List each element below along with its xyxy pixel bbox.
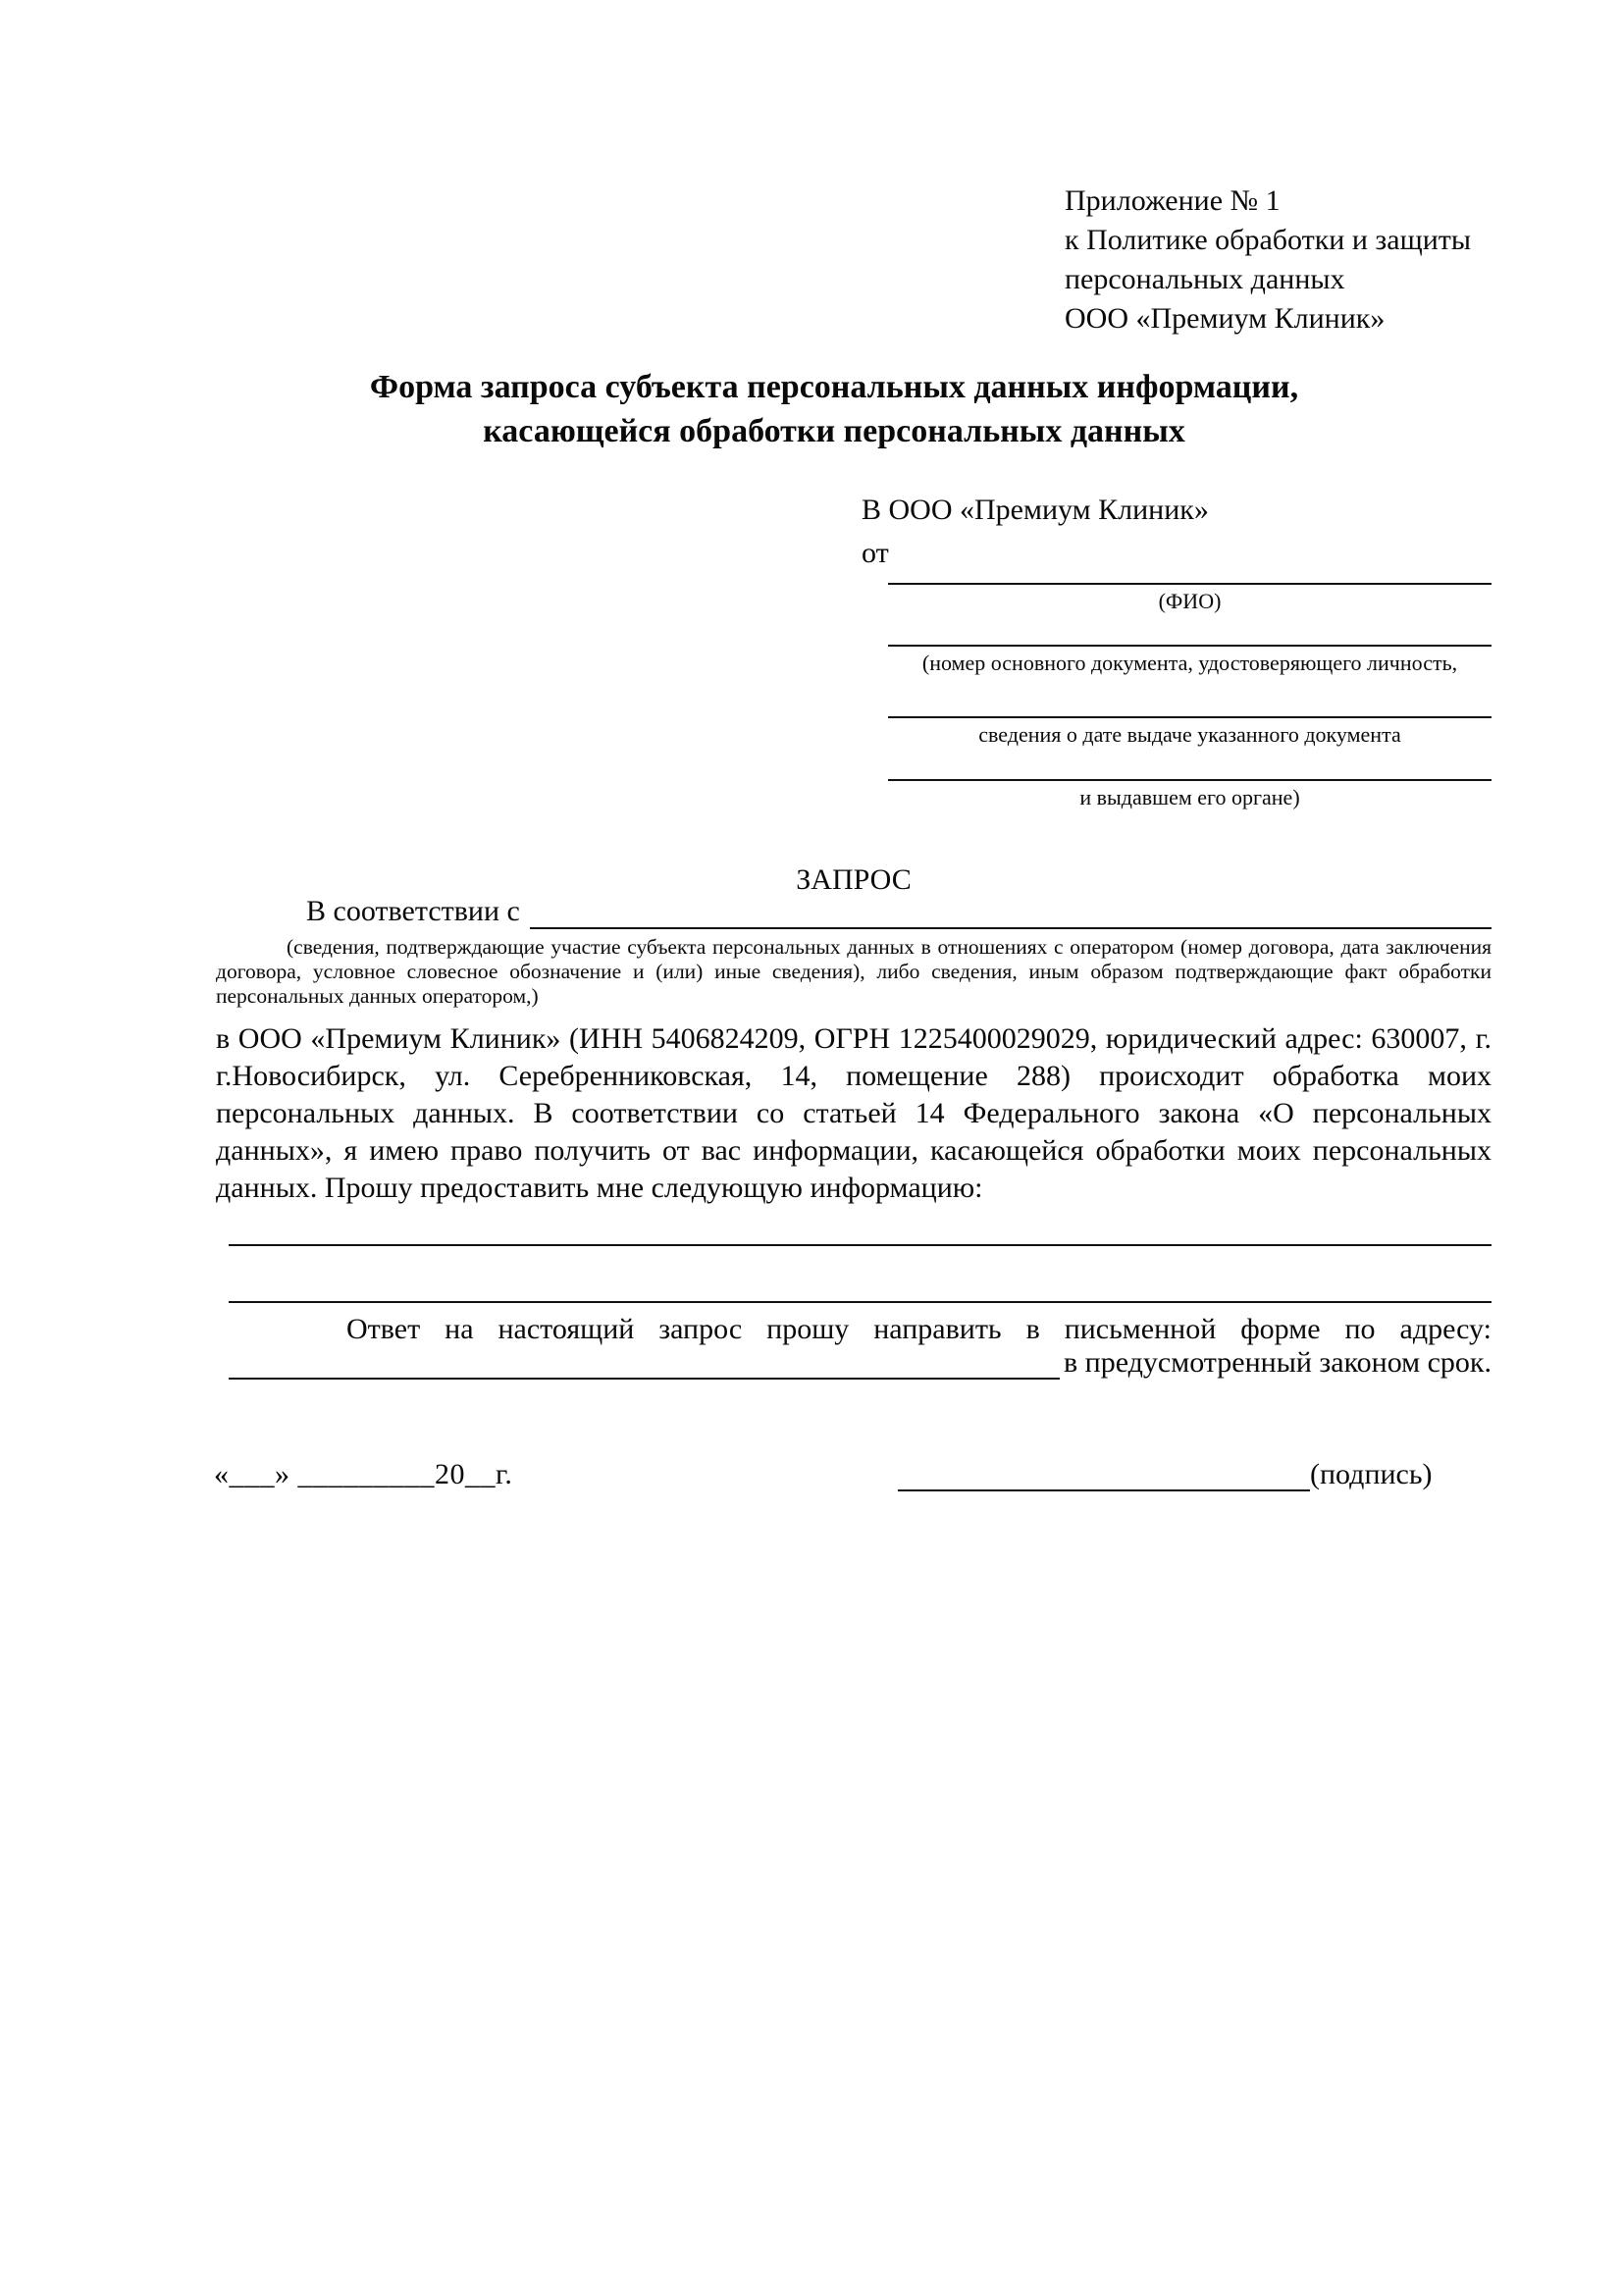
appendix-line-3: персональных данных: [1065, 263, 1345, 295]
signature-caption: (подпись): [1310, 1458, 1433, 1490]
address-blank-line: [229, 1346, 1060, 1380]
date-field: «___» _________20__г.: [214, 1458, 513, 1490]
address-row: [229, 1346, 1492, 1380]
basis-blank-line: [530, 893, 1492, 929]
document-number-caption: (номер основного документа, удостоверяющего личность,: [921, 651, 1458, 675]
appendix-line-2: к Политике обработки и защиты: [1065, 224, 1472, 256]
appendix-line-4: ООО «Премиум Клиник»: [1065, 302, 1386, 335]
intro-row: [216, 893, 1492, 929]
issue-date-caption: сведения о дате выдаче указанного документа: [978, 722, 1401, 747]
intro-text: В соответствии с: [306, 895, 520, 927]
issuing-authority-blank-line: [888, 779, 1492, 781]
response-suffix: в предусмотренный законом срок.: [1064, 1346, 1492, 1379]
appendix-block: [1065, 182, 1471, 339]
title-line-1: Форма запроса субъекта персональных данных информации,: [369, 369, 1299, 405]
appendix-line-1: Приложение № 1: [1065, 184, 1281, 217]
addressee-to: В ООО «Премиум Клиник»: [862, 494, 1209, 526]
addressee-from: от: [862, 537, 889, 569]
fio-blank-line: [888, 583, 1492, 585]
title-line-2: касающейся обработки персональных данных: [483, 413, 1185, 449]
issue-date-blank-line: [888, 716, 1492, 718]
fine-print-note: (сведения, подтверждающие участие субъекта персональных данных в отношениях с оператором (номер договора, дата заключения договора, условное словесное обозначение и (или) иные сведения), либо сведения, иным образом подтверждающие факт обработки персональных данных оператором,): [216, 935, 1492, 1008]
info-blank-line-2: [229, 1301, 1492, 1303]
document-number-blank-line: [888, 645, 1492, 647]
body-paragraph: в ООО «Премиум Клиник» (ИНН 5406824209, ОГРН 1225400029029, юридический адрес: 630007, г. г.Новосибирск, ул. Серебренниковская, 14, помещение 288) происходит обработка моих персональных данных. В соответствии со статьей 14 Федерального закона «О персональных данных», я имею право получить от вас информации, касающейся обработки моих персональных данных. Прошу предоставить мне следующую информацию:: [216, 1022, 1492, 1204]
document-title: [157, 365, 1511, 453]
paragraph-indent: [216, 893, 306, 929]
request-heading: ЗАПРОС: [796, 863, 912, 896]
info-blank-line-1: [229, 1244, 1492, 1246]
issuing-authority-caption: и выдавшем его органе): [1079, 785, 1300, 809]
signature-blank-line: [898, 1458, 1310, 1491]
signature-row: [898, 1458, 1433, 1491]
response-paragraph: Ответ на настоящий запрос прошу направить в письменной форме по адресу:: [346, 1313, 1492, 1345]
fio-caption: (ФИО): [1158, 589, 1222, 613]
